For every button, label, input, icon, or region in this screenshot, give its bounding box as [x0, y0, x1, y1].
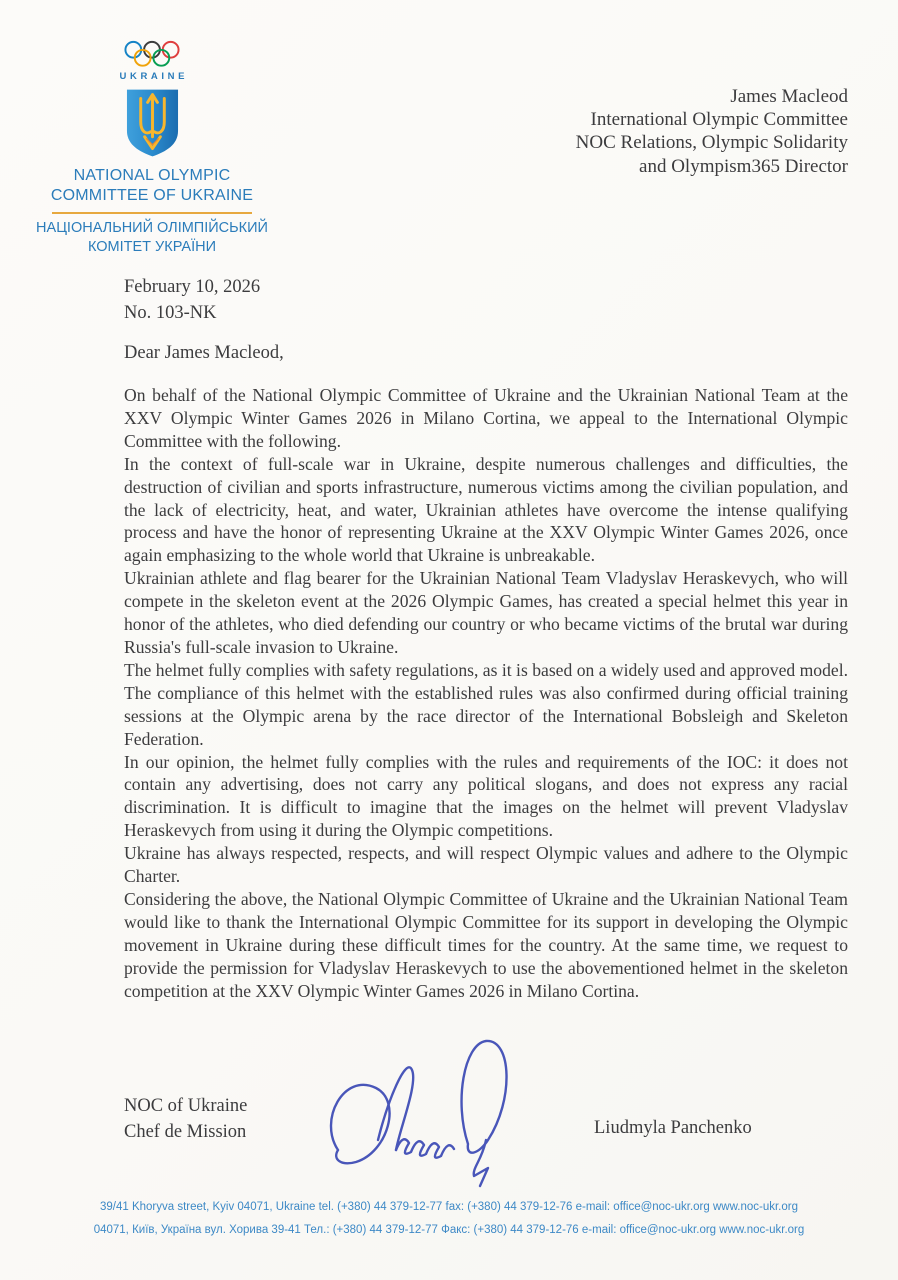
recipient-role-line1: NOC Relations, Olympic Solidarity — [575, 132, 848, 154]
signer-title: Chef de Mission — [124, 1121, 247, 1142]
letter-ref-number: No. 103-NK — [124, 302, 217, 323]
footer-contact-english: 39/41 Khoryva street, Kyiv 04071, Ukraine tel. (+380) 44 379-12-77 fax: (+380) 44 379-12-76 e-mail: office@noc-ukr.org www.noc-ukr.org — [99, 1201, 798, 1213]
ukraine-trident-shield-icon — [125, 87, 180, 159]
body-paragraph: Considering the above, the National Olympic Committee of Ukraine and the Ukrainian National Team would like to thank the International Olympic Committee for its support in developing the Olympic movement in Ukraine during these difficult times for the country. At the same time, we request to provide the permission for Vladyslav Heraskevych to use the abovementioned helmet in the skeleton competition at the XXV Olympic Winter Games 2026 in Milano Cortina. — [124, 888, 848, 1001]
body-paragraph: Ukrainian athlete and flag bearer for the Ukrainian National Team Vladyslav Heraskevych, who will compete in the skeleton event at the 2026 Olympic Games, has created a special helmet this year in honor of the athletes, who died defending our country or who became victims of the brutal war during Russia's full-scale invasion to Ukraine. — [124, 568, 848, 657]
org-name-english — [18, 166, 286, 206]
letterhead-divider — [52, 212, 252, 214]
org-name-en-line2: COMMITTEE OF UKRAINE — [50, 187, 254, 204]
signer-org: NOC of Ukraine — [124, 1096, 248, 1116]
footer-contact-ukrainian: 04071, Київ, Україна вул. Хорива 39-41 Тел.: (+380) 44 379-12-77 Факс: (+380) 44 379-12-76 e-mail: office@noc-ukr.org www.noc-ukr.org — [93, 1223, 805, 1236]
signer-org-title — [124, 1094, 247, 1145]
org-name-ukrainian — [18, 219, 286, 257]
footer-contact-block — [0, 1196, 898, 1241]
org-name-en-line1: NATIONAL OLYMPIC — [73, 167, 231, 184]
rings-country-label: UKRAINE — [119, 71, 189, 82]
org-name-ua-line1: НАЦІОНАЛЬНИЙ ОЛІМПІЙСЬКИЙ — [36, 220, 268, 236]
letterhead — [18, 40, 286, 257]
body-paragraph: On behalf of the National Olympic Committee of Ukraine and the Ukrainian National Team at the XXV Olympic Winter Games 2026 in Milano Cortina, we appeal to the International Olympic Committee with the following. — [124, 385, 848, 451]
handwritten-signature-ink — [322, 1028, 540, 1196]
olympic-rings-icon — [124, 40, 180, 68]
letter-date: February 10, 2026 — [124, 277, 261, 297]
body-paragraph: Ukraine has always respected, respects, and will respect Olympic values and adhere to the Olympic Charter. — [124, 843, 848, 887]
salutation: Dear James Macleod, — [124, 343, 284, 363]
recipient-org: International Olympic Committee — [590, 109, 848, 131]
recipient-name: James Macleod — [730, 86, 848, 107]
body-paragraph: In the context of full-scale war in Ukraine, despite numerous challenges and difficulties, the destruction of civilian and sports infrastructure, numerous victims among the civilian population, and the lack of electricity, heat, and water, Ukrainian athletes have overcome the intense qualifying process and have the honor of representing Ukraine at the XXV Olympic Winter Games 2026, once again emphasizing to the whole world that Ukraine is unbreakable. — [124, 453, 848, 566]
letter-body — [124, 384, 848, 1002]
recipient-block — [576, 85, 848, 178]
body-paragraph: The helmet fully complies with safety regulations, as it is based on a widely used and approved model. The compliance of this helmet with the established rules was also confirmed during official training sessions at the Olympic arena by the race director of the International Bobsleigh and Skeleton Federation. — [124, 659, 848, 749]
body-paragraph: In our opinion, the helmet fully complies with the rules and requirements of the IOC: it does not contain any advertising, does not carry any political slogans, and does not express any racial discrimination. It is difficult to imagine that the images on the helmet will prevent Vladyslav Heraskevych from using it during the Olympic competitions. — [124, 751, 848, 841]
org-name-ua-line2: КОМІТЕТ УКРАЇНИ — [87, 239, 217, 255]
letter-meta — [124, 275, 260, 326]
signer-name: Liudmyla Panchenko — [594, 1118, 752, 1138]
recipient-role-line2: and Olympism365 Director — [639, 155, 848, 177]
